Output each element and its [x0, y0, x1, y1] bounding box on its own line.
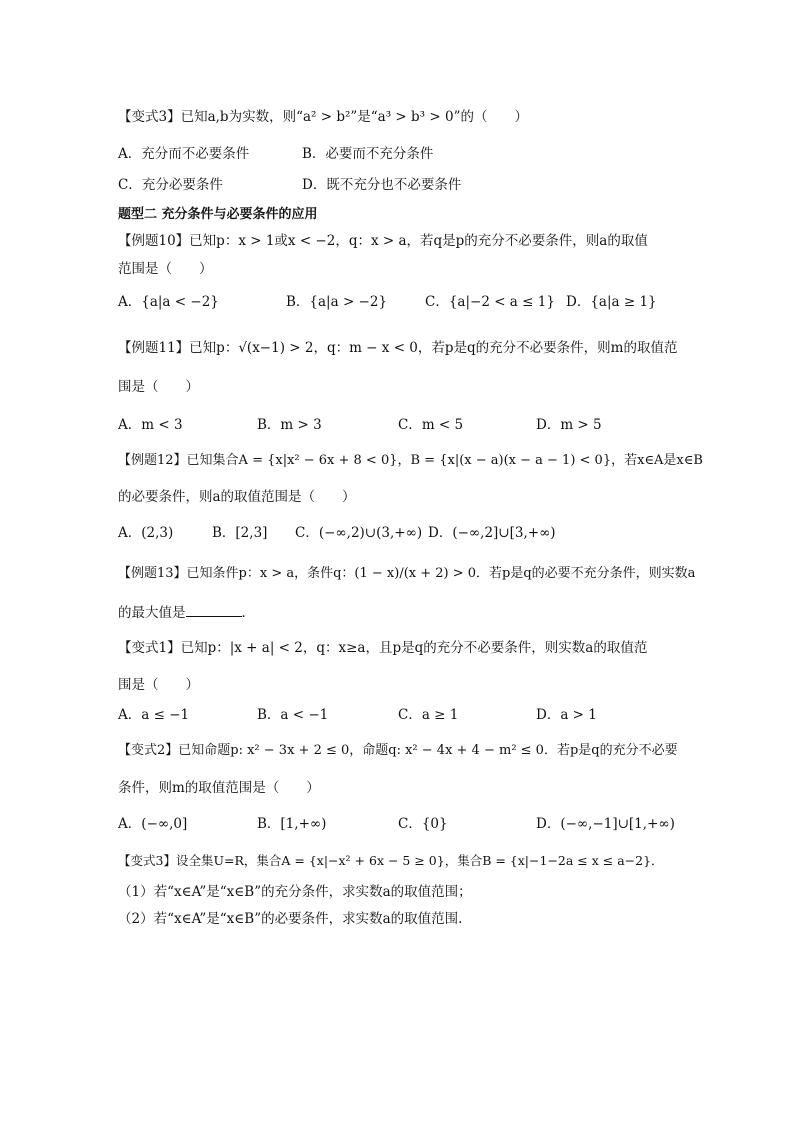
- variant3-option-c: C．充分必要条件: [118, 177, 223, 193]
- example12-stem-line2: 的必要条件，则a的取值范围是（ ）: [118, 489, 356, 505]
- example12-option-a: A．(2,3): [118, 525, 174, 541]
- variant1-option-a: A．a ≤ −1: [118, 707, 190, 723]
- example11-stem-line2: 围是（ ）: [118, 379, 199, 395]
- example10-stem-line2: 范围是（ ）: [118, 261, 213, 277]
- section-heading: 题型二 充分条件与必要条件的应用: [118, 207, 318, 222]
- example12-option-d: D．(−∞,2]∪[3,+∞): [428, 525, 556, 541]
- period: ．: [241, 605, 255, 621]
- answer-blank: [186, 602, 242, 617]
- example10-stem-line1: 【例题10】已知p：x > 1或x < −2，q：x > a，若q是p的充分不必要条件，则a的取值: [118, 233, 648, 249]
- variant2-stem-line2: 条件，则m的取值范围是（ ）: [118, 780, 320, 796]
- example13-stem-line1: 【例题13】已知条件p：x > a，条件q：(1 − x)/(x + 2) > 0．若p是q的必要不充分条件，则实数a: [118, 566, 696, 581]
- example10-option-b: B．{a|a > −2}: [286, 294, 388, 310]
- variant3b-stem: 【变式3】设全集U=R，集合A = {x|−x² + 6x − 5 ≥ 0}，集合B = {x|−1−2a ≤ x ≤ a−2}．: [118, 853, 664, 868]
- example12-stem-line1: 【例题12】已知集合A = {x|x² − 6x + 8 < 0}，B = {x|(x − a)(x − a − 1) < 0}，若x∈A是x∈B: [118, 453, 703, 468]
- example10-option-d: D．{a|a ≥ 1}: [566, 294, 657, 310]
- example10-option-c: C．{a|−2 < a ≤ 1}: [425, 294, 555, 310]
- variant2-option-c: C．{0}: [398, 816, 448, 832]
- example11-option-c: C．m < 5: [398, 417, 464, 433]
- variant2-option-b: B．[1,+∞): [257, 816, 327, 832]
- variant1-option-d: D．a > 1: [536, 707, 597, 723]
- variant2-option-d: D．(−∞,−1]∪[1,+∞): [536, 816, 675, 832]
- variant3-stem: 【变式3】已知a,b为实数，则“a² > b²”是“a³ > b³ > 0”的（ ）: [118, 109, 528, 125]
- variant3b-question1: （1）若“x∈A”是“x∈B”的充分条件，求实数a的取值范围；: [118, 884, 472, 900]
- example11-option-a: A．m < 3: [118, 417, 183, 433]
- variant2-option-a: A．(−∞,0]: [118, 816, 188, 832]
- variant3-option-a: A．充分而不必要条件: [118, 146, 250, 162]
- example13-stem-line2: [118, 602, 255, 623]
- variant2-stem-line1: 【变式2】已知命题p: x² − 3x + 2 ≤ 0，命题q: x² − 4x + 4 − m² ≤ 0．若p是q的充分不必要: [118, 743, 678, 758]
- variant1-option-c: C．a ≥ 1: [398, 707, 459, 723]
- example13-stem-text: 的最大值是: [118, 605, 186, 621]
- example12-option-b: B．[2,3]: [212, 525, 268, 541]
- example12-option-c: C．(−∞,2)∪(3,+∞): [295, 525, 423, 541]
- example11-option-d: D．m > 5: [536, 417, 602, 433]
- example11-option-b: B．m > 3: [257, 417, 322, 433]
- example10-option-a: A．{a|a < −2}: [118, 294, 219, 310]
- variant3b-question2: （2）若“x∈A”是“x∈B”的必要条件，求实数a的取值范围.: [118, 911, 463, 927]
- variant1-stem-line1: 【变式1】已知p：|x + a| < 2，q：x≥a，且p是q的充分不必要条件，则实数a的取值范: [118, 640, 648, 656]
- variant3-option-d: D．既不充分也不必要条件: [302, 177, 462, 193]
- variant3-option-b: B．必要而不充分条件: [302, 146, 434, 162]
- variant1-stem-line2: 围是（ ）: [118, 677, 199, 693]
- example11-stem-line1: 【例题11】已知p：√(x−1) > 2，q：m − x < 0，若p是q的充分不必要条件，则m的取值范: [118, 340, 678, 356]
- variant1-option-b: B．a < −1: [257, 707, 329, 723]
